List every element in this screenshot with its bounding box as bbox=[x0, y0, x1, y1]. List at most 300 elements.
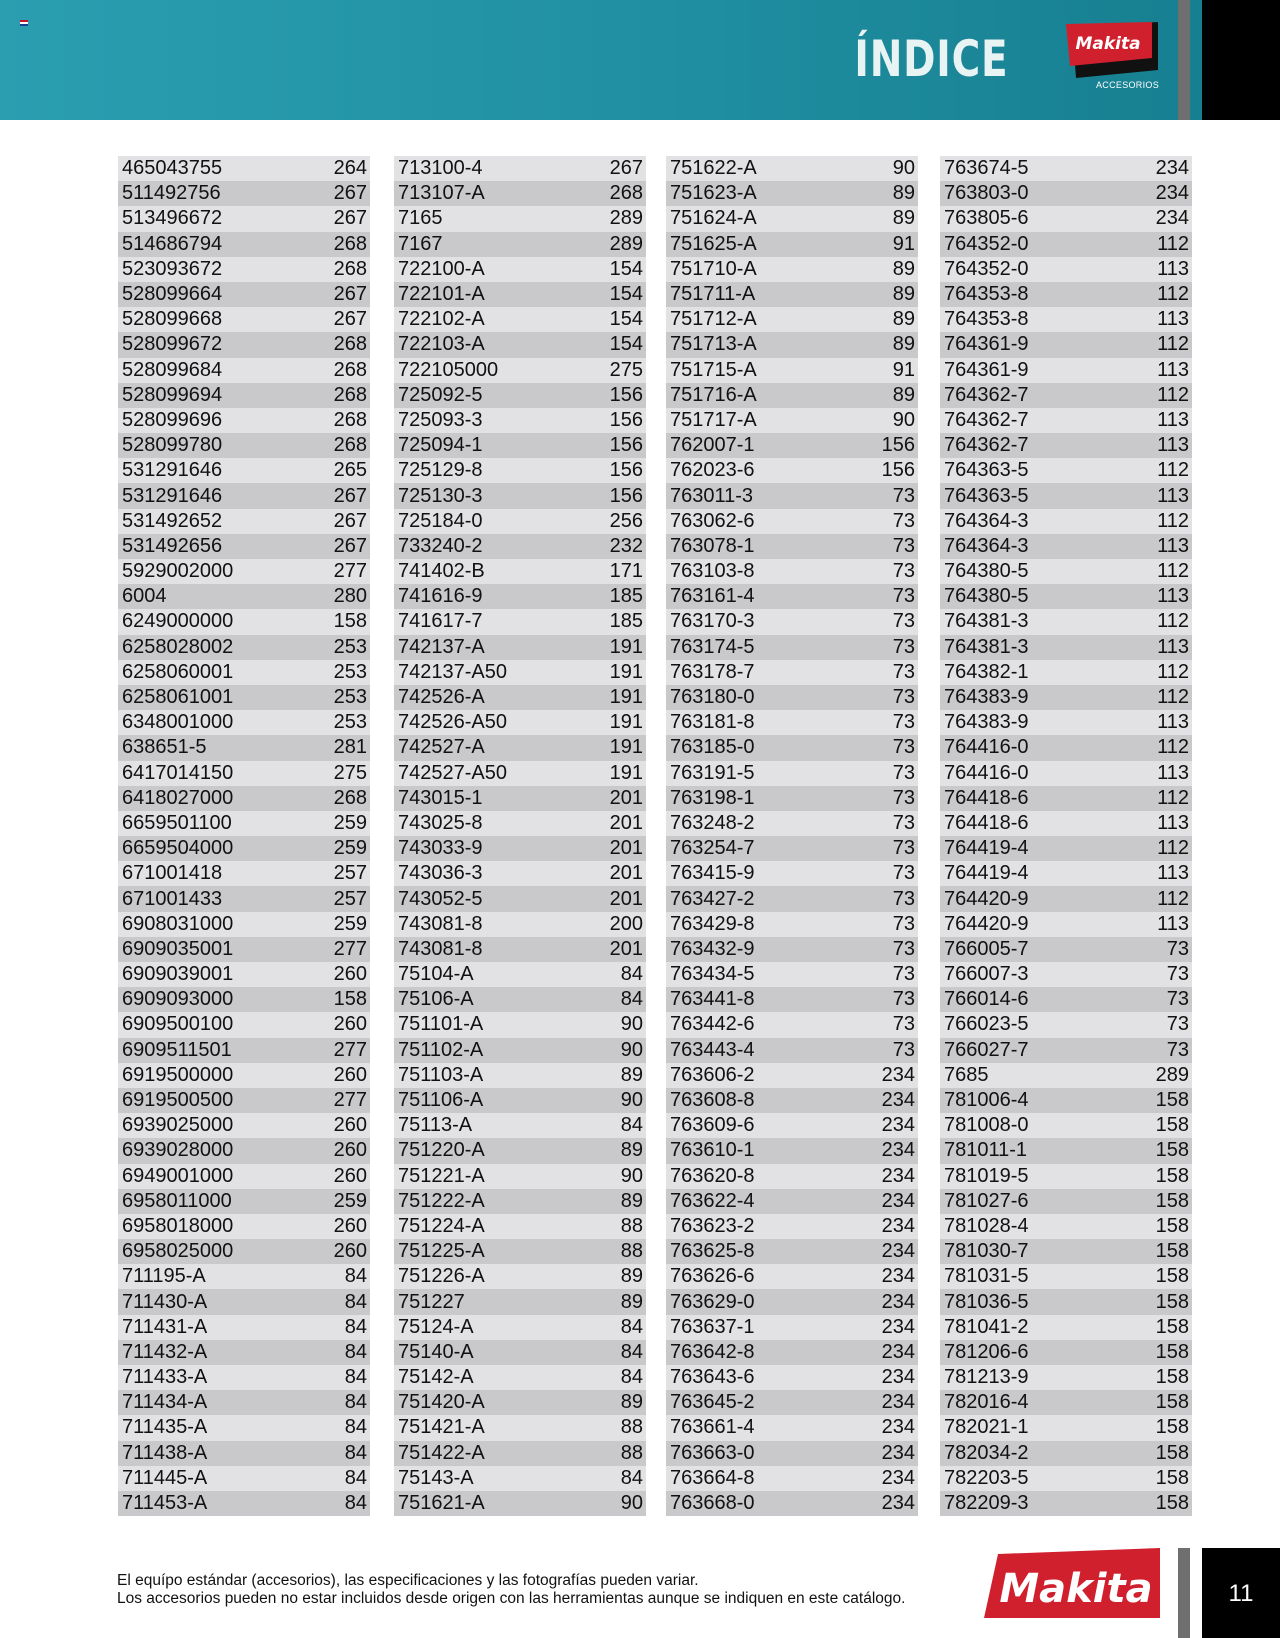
table-row bbox=[118, 1214, 370, 1239]
table-row bbox=[666, 1466, 918, 1491]
page-reference: 259 bbox=[333, 811, 367, 834]
table-row bbox=[394, 811, 646, 836]
logo-subtitle: ACCESORIOS bbox=[1096, 80, 1160, 90]
index-column bbox=[666, 156, 918, 1516]
page-reference: 281 bbox=[333, 736, 367, 759]
part-number: 531291646 bbox=[122, 459, 223, 482]
header-grey-bar bbox=[1178, 0, 1190, 120]
page-reference: 112 bbox=[1157, 837, 1189, 860]
page-reference: 234 bbox=[881, 1063, 915, 1086]
page-reference: 268 bbox=[333, 358, 367, 381]
page-reference: 84 bbox=[620, 1366, 643, 1389]
part-number: 781008-0 bbox=[944, 1114, 1029, 1137]
page-reference: 89 bbox=[620, 1139, 643, 1162]
page-reference: 113 bbox=[1157, 534, 1189, 557]
part-number: 751715-A bbox=[670, 358, 757, 381]
logo-brand-text: Makita bbox=[1075, 34, 1141, 54]
table-row bbox=[118, 1340, 370, 1365]
table-row bbox=[394, 987, 646, 1012]
page-reference: 156 bbox=[881, 459, 915, 482]
part-number: 75142-A bbox=[398, 1366, 474, 1389]
table-row bbox=[118, 710, 370, 735]
table-row bbox=[940, 509, 1192, 534]
part-number: 742527-A50 bbox=[398, 761, 507, 784]
page-reference: 113 bbox=[1157, 635, 1189, 658]
part-number: 763668-0 bbox=[670, 1492, 755, 1515]
part-number: 725092-5 bbox=[398, 383, 483, 406]
part-number: 763620-8 bbox=[670, 1164, 755, 1187]
table-row bbox=[118, 1063, 370, 1088]
part-number: 763174-5 bbox=[670, 635, 755, 658]
page-reference: 112 bbox=[1157, 660, 1189, 683]
table-row bbox=[666, 660, 918, 685]
table-row bbox=[666, 332, 918, 357]
part-number: 763170-3 bbox=[670, 610, 755, 633]
page-reference: 89 bbox=[620, 1189, 643, 1212]
part-number: 671001433 bbox=[122, 887, 223, 910]
table-row bbox=[118, 1315, 370, 1340]
part-number: 781213-9 bbox=[944, 1366, 1029, 1389]
part-number: 6919500000 bbox=[122, 1063, 234, 1086]
part-number: 781011-1 bbox=[944, 1139, 1028, 1162]
index-column bbox=[394, 156, 646, 1516]
table-row bbox=[940, 1289, 1192, 1314]
page-reference: 289 bbox=[609, 207, 643, 230]
table-row bbox=[940, 206, 1192, 231]
part-number: 763178-7 bbox=[670, 660, 755, 683]
page-reference: 260 bbox=[333, 1114, 367, 1137]
table-row bbox=[940, 358, 1192, 383]
table-row bbox=[940, 1063, 1192, 1088]
table-row bbox=[118, 1491, 370, 1516]
page-reference: 73 bbox=[892, 963, 915, 986]
table-row bbox=[666, 1340, 918, 1365]
table-row bbox=[394, 257, 646, 282]
table-row bbox=[666, 181, 918, 206]
index-column bbox=[940, 156, 1192, 1516]
part-number: 6258060001 bbox=[122, 660, 234, 683]
table-row bbox=[666, 1390, 918, 1415]
part-number: 763434-5 bbox=[670, 963, 755, 986]
table-row bbox=[666, 710, 918, 735]
table-row bbox=[118, 685, 370, 710]
table-row bbox=[118, 735, 370, 760]
part-number: 763441-8 bbox=[670, 988, 755, 1011]
table-row bbox=[940, 710, 1192, 735]
table-row bbox=[118, 206, 370, 231]
table-row bbox=[118, 786, 370, 811]
table-row bbox=[666, 811, 918, 836]
table-row bbox=[394, 383, 646, 408]
part-number: 764352-0 bbox=[944, 257, 1029, 280]
part-number: 763610-1 bbox=[670, 1139, 755, 1162]
page-reference: 84 bbox=[620, 988, 643, 1011]
part-number: 743036-3 bbox=[398, 862, 483, 885]
part-number: 733240-2 bbox=[398, 534, 483, 557]
part-number: 741616-9 bbox=[398, 585, 483, 608]
table-row bbox=[940, 861, 1192, 886]
page-reference: 89 bbox=[892, 383, 915, 406]
page-reference: 73 bbox=[1166, 1038, 1189, 1061]
page-reference: 73 bbox=[892, 660, 915, 683]
page-reference: 84 bbox=[344, 1315, 367, 1338]
page-reference: 200 bbox=[609, 912, 643, 935]
table-row bbox=[666, 685, 918, 710]
part-number: 722100-A bbox=[398, 257, 485, 280]
page-reference: 268 bbox=[333, 786, 367, 809]
page-reference: 84 bbox=[620, 963, 643, 986]
table-row bbox=[394, 332, 646, 357]
part-number: 751713-A bbox=[670, 333, 757, 356]
part-number: 751225-A bbox=[398, 1240, 485, 1263]
part-number: 6659501100 bbox=[122, 811, 232, 834]
table-row bbox=[666, 1491, 918, 1516]
part-number: 763198-1 bbox=[670, 786, 755, 809]
page-reference: 89 bbox=[620, 1290, 643, 1313]
page-reference: 88 bbox=[620, 1214, 643, 1237]
page-reference: 113 bbox=[1157, 434, 1189, 457]
page-reference: 267 bbox=[333, 534, 367, 557]
page-reference: 73 bbox=[892, 686, 915, 709]
part-number: 6949001000 bbox=[122, 1164, 234, 1187]
part-number: 6418027000 bbox=[122, 786, 234, 809]
part-number: 763011-3 bbox=[670, 484, 754, 507]
page-reference: 112 bbox=[1157, 686, 1189, 709]
page-reference: 191 bbox=[609, 761, 643, 784]
table-row bbox=[940, 584, 1192, 609]
table-row bbox=[118, 584, 370, 609]
table-row bbox=[394, 458, 646, 483]
footer-disclaimer bbox=[117, 1572, 905, 1608]
table-row bbox=[118, 1390, 370, 1415]
page-reference: 267 bbox=[333, 484, 367, 507]
page-reference: 268 bbox=[333, 383, 367, 406]
page-reference: 89 bbox=[620, 1391, 643, 1414]
table-row bbox=[940, 257, 1192, 282]
page-reference: 73 bbox=[892, 761, 915, 784]
page-reference: 267 bbox=[333, 283, 367, 306]
page-reference: 253 bbox=[333, 635, 367, 658]
table-row bbox=[940, 534, 1192, 559]
part-number: 751421-A bbox=[398, 1416, 485, 1439]
part-number: 763645-2 bbox=[670, 1391, 755, 1414]
part-number: 722101-A bbox=[398, 283, 485, 306]
table-row bbox=[940, 987, 1192, 1012]
page-reference: 73 bbox=[892, 937, 915, 960]
table-row bbox=[940, 232, 1192, 257]
page-reference: 257 bbox=[333, 862, 367, 885]
page-reference: 289 bbox=[1155, 1063, 1189, 1086]
table-row bbox=[394, 1012, 646, 1037]
table-row bbox=[666, 1063, 918, 1088]
part-number: 725184-0 bbox=[398, 509, 483, 532]
table-row bbox=[394, 1063, 646, 1088]
table-row bbox=[666, 1214, 918, 1239]
page-reference: 154 bbox=[609, 308, 643, 331]
part-number: 764418-6 bbox=[944, 811, 1029, 834]
table-row bbox=[394, 1365, 646, 1390]
table-row bbox=[118, 1239, 370, 1264]
page-reference: 113 bbox=[1157, 358, 1189, 381]
page-reference: 89 bbox=[892, 308, 915, 331]
table-row bbox=[940, 1038, 1192, 1063]
page-reference: 73 bbox=[892, 509, 915, 532]
table-row bbox=[666, 584, 918, 609]
page-reference: 89 bbox=[892, 207, 915, 230]
part-number: 6909511501 bbox=[122, 1038, 232, 1061]
part-number: 764362-7 bbox=[944, 434, 1029, 457]
page-reference: 259 bbox=[333, 837, 367, 860]
table-row bbox=[118, 1038, 370, 1063]
table-row bbox=[940, 962, 1192, 987]
page-reference: 158 bbox=[1155, 1189, 1189, 1212]
table-row bbox=[118, 1415, 370, 1440]
part-number: 764361-9 bbox=[944, 358, 1029, 381]
page-reference: 89 bbox=[892, 333, 915, 356]
table-row bbox=[394, 232, 646, 257]
page-reference: 158 bbox=[1155, 1089, 1189, 1112]
page-reference: 158 bbox=[1155, 1290, 1189, 1313]
page-reference: 91 bbox=[892, 358, 915, 381]
table-row bbox=[666, 1441, 918, 1466]
table-row bbox=[118, 156, 370, 181]
page-title: ÍNDICE bbox=[854, 30, 1008, 88]
table-row bbox=[394, 660, 646, 685]
part-number: 751625-A bbox=[670, 232, 757, 255]
page-reference: 158 bbox=[1155, 1114, 1189, 1137]
page-reference: 268 bbox=[333, 333, 367, 356]
page-reference: 260 bbox=[333, 963, 367, 986]
table-row bbox=[666, 937, 918, 962]
table-row bbox=[940, 836, 1192, 861]
table-row bbox=[394, 358, 646, 383]
part-number: 671001418 bbox=[122, 862, 223, 885]
page-reference: 289 bbox=[609, 232, 643, 255]
page-reference: 260 bbox=[333, 1063, 367, 1086]
page-reference: 84 bbox=[344, 1366, 367, 1389]
page-reference: 113 bbox=[1157, 484, 1189, 507]
part-number: 781019-5 bbox=[944, 1164, 1029, 1187]
page-reference: 256 bbox=[609, 509, 643, 532]
page-reference: 267 bbox=[333, 207, 367, 230]
page-reference: 73 bbox=[892, 711, 915, 734]
header-black-block bbox=[1202, 0, 1280, 120]
page-reference: 90 bbox=[620, 1164, 643, 1187]
page-reference: 84 bbox=[620, 1340, 643, 1363]
page-reference: 201 bbox=[609, 887, 643, 910]
part-number: 764353-8 bbox=[944, 308, 1029, 331]
page-reference: 156 bbox=[609, 459, 643, 482]
page-reference: 158 bbox=[1155, 1139, 1189, 1162]
table-row bbox=[394, 156, 646, 181]
part-number: 763623-2 bbox=[670, 1214, 755, 1237]
page-reference: 112 bbox=[1157, 283, 1189, 306]
table-row bbox=[394, 1264, 646, 1289]
part-number: 531492652 bbox=[122, 509, 223, 532]
part-number: 763185-0 bbox=[670, 736, 755, 759]
page-reference: 268 bbox=[333, 434, 367, 457]
page-reference: 277 bbox=[333, 937, 367, 960]
page-reference: 158 bbox=[1155, 1265, 1189, 1288]
table-row bbox=[940, 1214, 1192, 1239]
part-number: 711195-A bbox=[122, 1265, 206, 1288]
table-row bbox=[394, 1038, 646, 1063]
page-reference: 73 bbox=[892, 610, 915, 633]
part-number: 782209-3 bbox=[944, 1492, 1029, 1515]
table-row bbox=[666, 1264, 918, 1289]
table-row bbox=[394, 937, 646, 962]
part-number: 725130-3 bbox=[398, 484, 483, 507]
table-row bbox=[940, 282, 1192, 307]
table-row bbox=[940, 1239, 1192, 1264]
table-row bbox=[118, 811, 370, 836]
part-number: 6258028002 bbox=[122, 635, 234, 658]
footer-line-2: Los accesorios pueden no estar incluidos desde origen con las herramientas aunque se indiquen en este catálogo. bbox=[117, 1590, 906, 1607]
page-reference: 191 bbox=[609, 635, 643, 658]
part-number: 781006-4 bbox=[944, 1089, 1029, 1112]
part-number: 742137-A bbox=[398, 635, 485, 658]
page-reference: 73 bbox=[892, 988, 915, 1011]
page-reference: 112 bbox=[1157, 736, 1189, 759]
table-row bbox=[394, 181, 646, 206]
part-number: 762007-1 bbox=[670, 434, 755, 457]
part-number: 711432-A bbox=[122, 1340, 208, 1363]
part-number: 763609-6 bbox=[670, 1114, 755, 1137]
page-reference: 156 bbox=[609, 383, 643, 406]
part-number: 713100-4 bbox=[398, 157, 483, 180]
page-reference: 267 bbox=[609, 157, 643, 180]
part-number: 511492756 bbox=[122, 182, 221, 205]
part-number: 764381-3 bbox=[944, 610, 1029, 633]
page-reference: 158 bbox=[1155, 1340, 1189, 1363]
part-number: 711433-A bbox=[122, 1366, 208, 1389]
page-reference: 234 bbox=[881, 1164, 915, 1187]
table-row bbox=[940, 458, 1192, 483]
table-row bbox=[666, 358, 918, 383]
table-row bbox=[394, 1088, 646, 1113]
part-number: 741402-B bbox=[398, 560, 485, 583]
page-reference: 88 bbox=[620, 1240, 643, 1263]
table-row bbox=[940, 735, 1192, 760]
table-row bbox=[940, 433, 1192, 458]
page-reference: 73 bbox=[892, 560, 915, 583]
part-number: 751621-A bbox=[398, 1492, 485, 1515]
table-row bbox=[666, 1138, 918, 1163]
part-number: 764364-3 bbox=[944, 534, 1029, 557]
part-number: 751220-A bbox=[398, 1139, 485, 1162]
table-row bbox=[118, 232, 370, 257]
part-number: 751710-A bbox=[670, 257, 757, 280]
part-number: 763608-8 bbox=[670, 1089, 755, 1112]
table-row bbox=[118, 761, 370, 786]
table-row bbox=[394, 1340, 646, 1365]
page-reference: 84 bbox=[344, 1265, 367, 1288]
table-row bbox=[940, 307, 1192, 332]
table-row bbox=[118, 912, 370, 937]
part-number: 751623-A bbox=[670, 182, 757, 205]
part-number: 764383-9 bbox=[944, 711, 1029, 734]
part-number: 531291646 bbox=[122, 484, 223, 507]
table-row bbox=[940, 1340, 1192, 1365]
page-reference: 234 bbox=[881, 1315, 915, 1338]
page-reference: 73 bbox=[1166, 988, 1189, 1011]
page-reference: 253 bbox=[333, 660, 367, 683]
part-number: 75143-A bbox=[398, 1466, 474, 1489]
table-row bbox=[118, 1365, 370, 1390]
table-row bbox=[118, 257, 370, 282]
part-number: 763181-8 bbox=[670, 711, 755, 734]
part-number: 725093-3 bbox=[398, 408, 483, 431]
part-number: 75104-A bbox=[398, 963, 474, 986]
part-number: 741617-7 bbox=[398, 610, 483, 633]
part-number: 763191-5 bbox=[670, 761, 755, 784]
table-row bbox=[666, 383, 918, 408]
table-row bbox=[666, 1012, 918, 1037]
part-number: 764416-0 bbox=[944, 761, 1029, 784]
table-row bbox=[118, 1164, 370, 1189]
page-reference: 201 bbox=[609, 937, 643, 960]
page-reference: 259 bbox=[333, 1189, 367, 1212]
page-reference: 89 bbox=[892, 182, 915, 205]
page-reference: 112 bbox=[1157, 232, 1189, 255]
page-reference: 267 bbox=[333, 308, 367, 331]
part-number: 5929002000 bbox=[122, 560, 234, 583]
part-number: 528099696 bbox=[122, 408, 223, 431]
page-reference: 84 bbox=[344, 1441, 367, 1464]
table-row bbox=[666, 786, 918, 811]
page-reference: 253 bbox=[333, 686, 367, 709]
page-reference: 275 bbox=[609, 358, 643, 381]
part-number: 6004 bbox=[122, 585, 167, 608]
table-row bbox=[940, 1088, 1192, 1113]
part-number: 764363-5 bbox=[944, 459, 1029, 482]
table-row bbox=[118, 509, 370, 534]
page-reference: 234 bbox=[881, 1214, 915, 1237]
footer-grey-bar bbox=[1178, 1548, 1190, 1638]
part-number: 6909093000 bbox=[122, 988, 234, 1011]
page-reference: 156 bbox=[609, 408, 643, 431]
part-number: 711431-A bbox=[122, 1315, 208, 1338]
table-row bbox=[118, 307, 370, 332]
table-row bbox=[940, 1164, 1192, 1189]
page-reference: 260 bbox=[333, 1013, 367, 1036]
part-number: 764353-8 bbox=[944, 283, 1029, 306]
part-number: 782016-4 bbox=[944, 1391, 1029, 1414]
page-reference: 260 bbox=[333, 1214, 367, 1237]
table-row bbox=[940, 408, 1192, 433]
part-number: 764352-0 bbox=[944, 232, 1029, 255]
part-number: 6909500100 bbox=[122, 1013, 234, 1036]
table-row bbox=[666, 912, 918, 937]
page-reference: 234 bbox=[881, 1492, 915, 1515]
table-row bbox=[666, 1365, 918, 1390]
table-row bbox=[118, 609, 370, 634]
part-number: 751101-A bbox=[398, 1013, 484, 1036]
page-reference: 234 bbox=[881, 1441, 915, 1464]
part-number: 764380-5 bbox=[944, 560, 1029, 583]
table-row bbox=[666, 1189, 918, 1214]
table-row bbox=[118, 1264, 370, 1289]
part-number: 763427-2 bbox=[670, 887, 755, 910]
part-number: 725094-1 bbox=[398, 434, 483, 457]
page-reference: 234 bbox=[881, 1290, 915, 1313]
page-reference: 158 bbox=[1155, 1466, 1189, 1489]
part-number: 763161-4 bbox=[670, 585, 755, 608]
table-row bbox=[394, 1239, 646, 1264]
page-reference: 275 bbox=[333, 761, 367, 784]
page-reference: 84 bbox=[620, 1114, 643, 1137]
page-reference: 90 bbox=[892, 408, 915, 431]
